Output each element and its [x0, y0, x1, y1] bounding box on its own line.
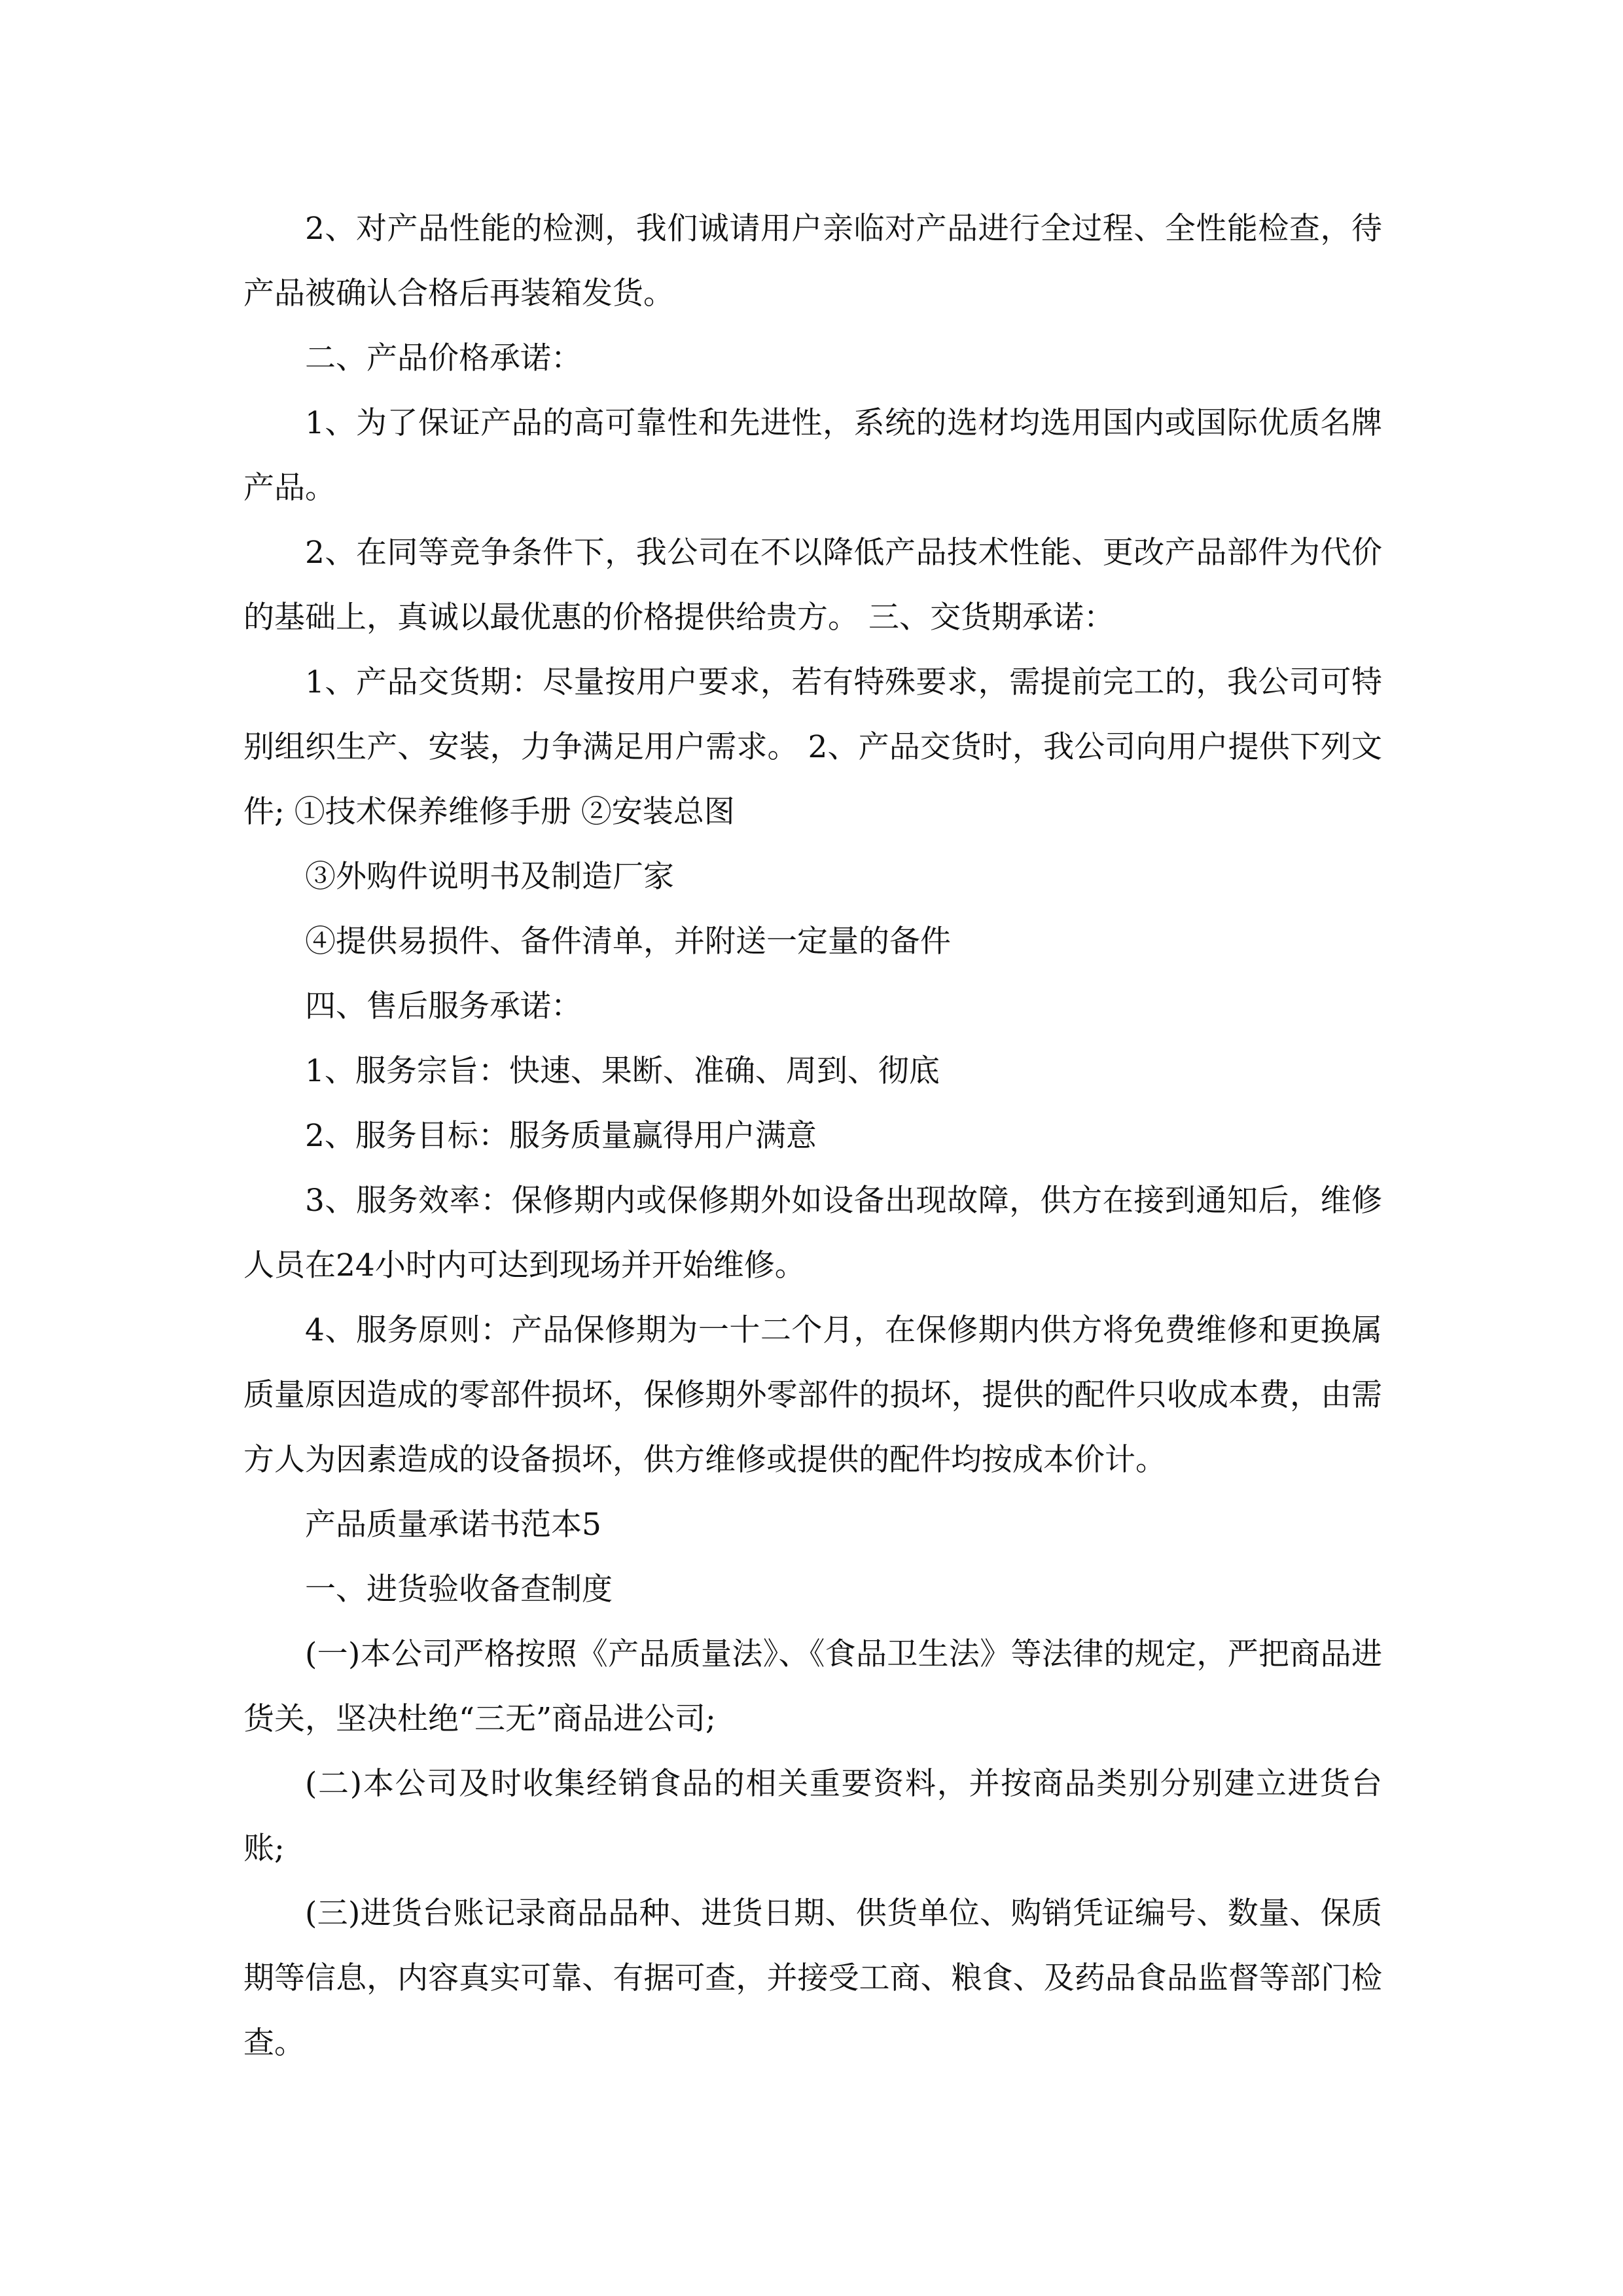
- heading-purchase-inspection: 一、进货验收备查制度: [305, 1571, 613, 1607]
- heading-after-sales: 四、售后服务承诺：: [305, 988, 582, 1024]
- paragraph-service-goal: 2、服务目标：服务质量赢得用户满意: [305, 1118, 817, 1154]
- paragraph-delivery-1: 1、产品交货期：尽量按用户要求，若有特殊要求，需提前完工的，我公司可特别组织生产、安装，力争满足用户需求。 2、产品交货时，我公司向用户提供下列文件; ①技术保养维修手册 ②安装总图: [243, 664, 1382, 830]
- paragraph-rule-1: (一)本公司严格按照《产品质量法》、《食品卫生法》等法律的规定，严把商品进货关，坚决杜绝“三无”商品进公司;: [243, 1636, 1382, 1737]
- paragraph-rule-3: (三)进货台账记录商品品种、进货日期、供货单位、购销凭证编号、数量、保质期等信息，内容真实可靠、有据可查，并接受工商、粮食、及药品食品监督等部门检查。: [243, 1895, 1382, 2061]
- section-title-template-5: 产品质量承诺书范本5: [305, 1507, 601, 1543]
- paragraph-service-principle: 4、服务原则：产品保修期为一十二个月，在保修期内供方将免费维修和更换属质量原因造成的零部件损坏，保修期外零部件的损坏，提供的配件只收成本费，由需方人为因素造成的设备损坏，供方维修或提供的配件均按成本价计。: [243, 1312, 1382, 1478]
- paragraph-service-purpose: 1、服务宗旨：快速、果断、准确、周到、彻底: [305, 1053, 940, 1089]
- paragraph-delivery-item-4: ④提供易损件、备件清单，并附送一定量的备件: [305, 924, 951, 960]
- heading-price-commitment: 二、产品价格承诺：: [305, 340, 582, 376]
- paragraph-price-1: 1、为了保证产品的高可靠性和先进性，系统的选材均选用国内或国际优质名牌产品。: [243, 405, 1382, 506]
- paragraph-service-efficiency: 3、服务效率：保修期内或保修期外如设备出现故障，供方在接到通知后，维修人员在24小时内可达到现场并开始维修。: [243, 1183, 1382, 1283]
- paragraph-rule-2: (二)本公司及时收集经销食品的相关重要资料，并按商品类别分别建立进货台账;: [243, 1766, 1382, 1867]
- paragraph-price-2: 2、在同等竞争条件下，我公司在不以降低产品技术性能、更改产品部件为代价的基础上，真诚以最优惠的价格提供给贵方。 三、交货期承诺：: [243, 535, 1382, 636]
- paragraph-delivery-item-3: ③外购件说明书及制造厂家: [305, 859, 674, 895]
- document-body: [243, 196, 1382, 2075]
- paragraph-inspection: 2、对产品性能的检测，我们诚请用户亲临对产品进行全过程、全性能检查，待产品被确认合格后再装箱发货。: [243, 211, 1382, 312]
